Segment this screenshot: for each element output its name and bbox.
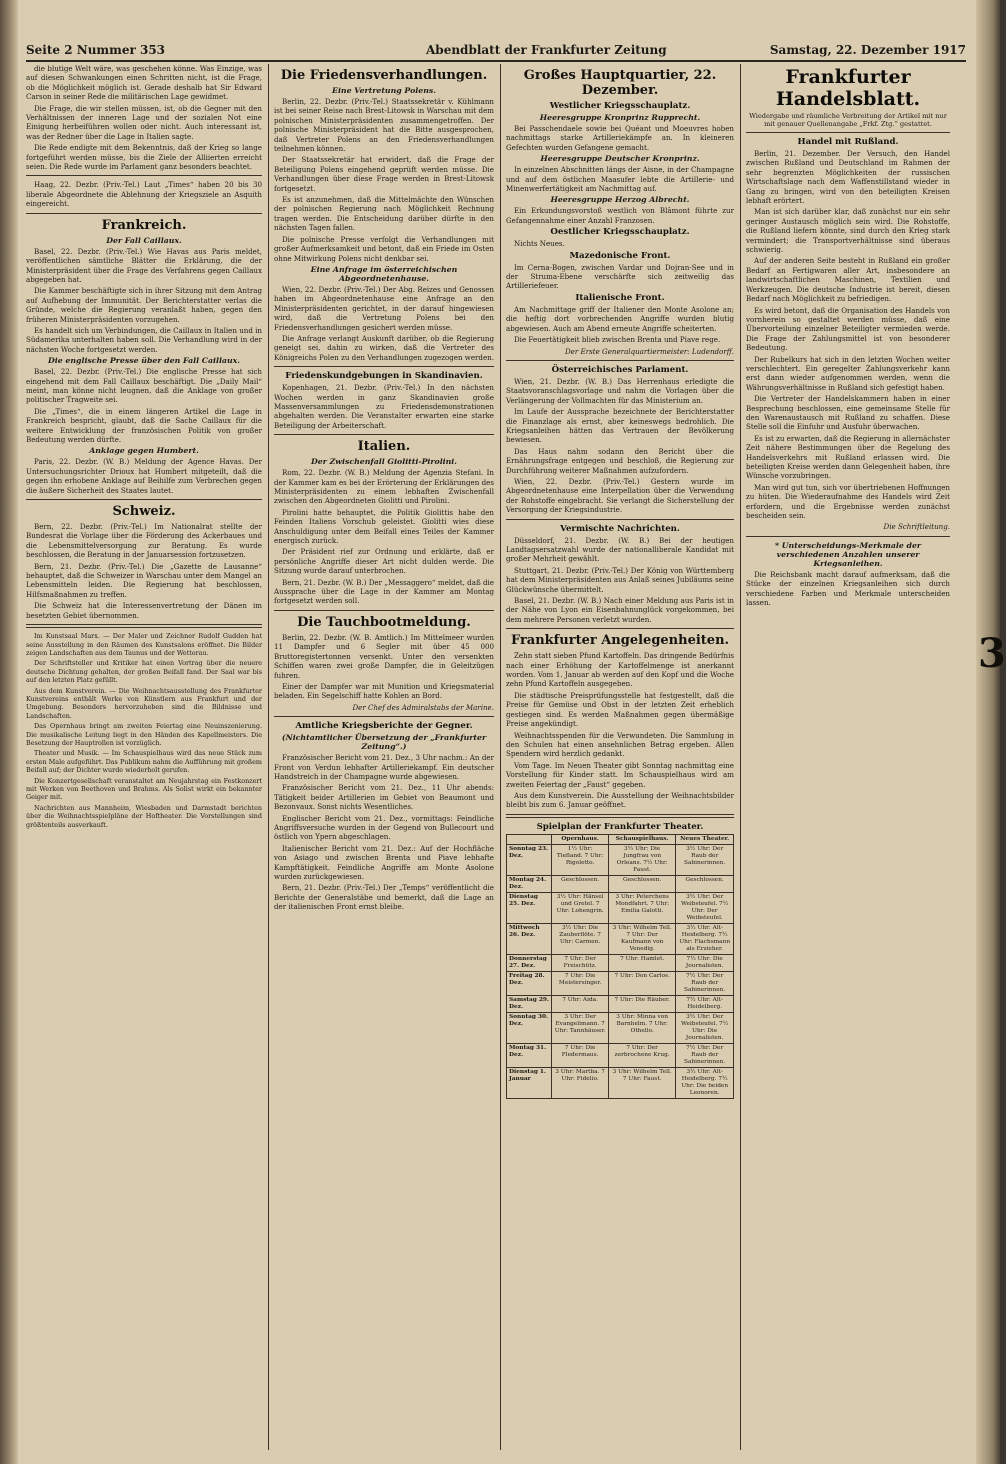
article-paragraph: Bern, 21. Dezbr. (Priv.-Tel.) Der „Temps“ veröffentlicht die Berichte der Generalstäbe und bemerkt, daß die Lage an der italienischen Front ernst bleibe.: [274, 883, 494, 912]
article-paragraph: Nichts Neues.: [514, 239, 565, 249]
table-header-cell: Opernhaus.: [552, 834, 609, 844]
schedule-day: Sonntag 30. Dez.: [507, 1012, 552, 1043]
article-paragraph: Man ist sich darüber klar, daß zunächst nur ein sehr geringer Austausch möglich sein wird. Die Rohstoffe, die Rußland liefern könnte, sind durch den Krieg stark vermindert; die Transportverhältnisse sind überaus schwierig.: [746, 207, 950, 255]
article-paragraph: In einzelnen Abschnitten längs der Aisne, in der Champagne und auf dem östlichen Maasufer lebte die Artillerie- und Minenwerfertätigkeit am Nachmittag auf.: [506, 165, 734, 194]
subheading: Oestlicher Kriegsschauplatz.: [550, 227, 690, 238]
table-header-cell: Schauspielhaus.: [609, 834, 676, 844]
schedule-cell: 3½ Uhr: Die Jungfrau von Orleans. 7½ Uhr: Faust.: [609, 844, 676, 875]
table-row: [507, 844, 734, 875]
schedule-day: Freitag 28. Dez.: [507, 971, 552, 995]
article-paragraph: Die Feuertätigkeit blieb zwischen Brenta und Piave rege.: [514, 335, 721, 345]
masthead-note: Wiedergabe und räumliche Verbreitung der Artikel mit nur mit genauer Quellenangabe „Frkf. Ztg.“ gestattet.: [749, 112, 947, 128]
schedule-cell: 3 Uhr: Wilhelm Tell. 7 Uhr: Der Kaufmann von Venedig.: [609, 923, 676, 954]
schedule-cell: 7½ Uhr: Der Raub der Sabinerinnen.: [676, 971, 734, 995]
article-paragraph: Berlin, 21. Dezember. Der Versuch, den Handel zwischen Rußland und Deutschland im Rahmen der sehr begrenzten Möglichkeiten der russischen Wirtschaftslage nach dem Waffenstillstand wieder in Gang zu bringen, wird von den beteiligten Kreisen lebhaft erörtert.: [746, 149, 950, 206]
article-paragraph: Im Laufe der Aussprache bezeichnete der Berichterstatter die Finanzlage als ernst, aber keineswegs bedrohlich. Die Kriegsanleihen hätten das Vertrauen der Bevölkerung bewiesen.: [506, 407, 734, 445]
schedule-day: Sonntag 23. Dez.: [507, 844, 552, 875]
schedule-cell: 7½ Uhr: Die Journalisten.: [676, 954, 734, 971]
table-row: [507, 875, 734, 892]
article-paragraph: Berlin, 22. Dezbr. (Priv.-Tel.) Staatssekretär v. Kühlmann ist bei seiner Reise nach Brest-Litowsk in Warschau mit dem polnischen Ministerpräsidenten zusammengetroffen. Der polnische Ministerpräsident hat die Bitte ausgesprochen, daß Vertreter Polens an den Friedensverhandlungen teilnehmen können.: [274, 97, 494, 154]
schedule-cell: 7 Uhr: Die Meistersinger.: [552, 971, 609, 995]
issue-date: Samstag, 22. Dezember 1917: [769, 43, 966, 57]
schedule-cell: 3½ Uhr: Der Weibsteufel. 7½ Uhr: Die Journalisten.: [676, 1012, 734, 1043]
column-4: [746, 64, 950, 1450]
section-heading-frieden: Die Friedensverhandlungen.: [280, 68, 488, 83]
schedule-cell: Geschlossen.: [609, 875, 676, 892]
article-paragraph: Einer der Dampfer war mit Munition und Kriegsmaterial beladen. Ein Segelschiff hatte Kohlen an Bord.: [274, 681, 494, 701]
army-group: Heeresgruppe Deutscher Kronprinz.: [540, 154, 700, 164]
note-paragraph: Nachrichten aus Mannheim, Wiesbaden und Darmstadt berichten über die Weihnachtsspielpläne der Hoftheater. Die Vorstellungen sind größtenteils ausverkauft.: [26, 803, 262, 829]
theater-schedule-body: [507, 844, 734, 1098]
subheading: Die englische Presse über den Fall Caillaux.: [48, 356, 240, 366]
table-row: [507, 954, 734, 971]
article-paragraph: Es ist anzunehmen, daß die Mittelmächte den Wünschen der polnischen Regierung nach Möglichkeit Rechnung tragen werden. Die Entscheidung darüber dürfte in den nächsten Tagen fallen.: [274, 195, 494, 233]
separator: [274, 716, 494, 717]
note-paragraph: Im Kunstsaal Marx. — Der Maler und Zeichner Rudolf Gudden hat seine Ausstellung in den Räumen des Kunstsalons eröffnet. Die Bilder zeigen Landschaften aus dem Taunus und der Wetterau.: [26, 632, 262, 657]
schedule-day: Mittwoch 26. Dez.: [507, 923, 552, 954]
schedule-cell: 7 Uhr: Der Freischütz.: [552, 954, 609, 971]
feuilleton-notes: [26, 632, 262, 829]
schedule-cell: 7 Uhr: Die Räuber.: [609, 995, 676, 1012]
theater-schedule-title: Spielplan der Frankfurter Theater.: [536, 821, 704, 832]
article-paragraph: Die Frage, die wir stellen müssen, ist, ob die Gegner mit den Verhältnissen der inneren Lage und der sozialen Not eine Einigung herbeiführen wollen oder nicht. Auch interessant ist, was der Redner über die Lage in Italien sagte.: [26, 103, 262, 141]
article-paragraph: Die Kammer beschäftigte sich in ihrer Sitzung mit dem Antrag auf Aufhebung der Immunität. Der Berichterstatter verlas die Gründe, welche die Regierung veranlaßt haben, gegen den früheren Ministerpräsidenten vorzugehen.: [26, 286, 262, 324]
separator: [746, 132, 950, 133]
schedule-cell: 7½ Uhr: Der Raub der Sabinerinnen.: [676, 1043, 734, 1067]
schedule-day: Samstag 29. Dez.: [507, 995, 552, 1012]
article-paragraph: Bern, 22. Dezbr. (Priv.-Tel.) Im Nationalrat stellte der Bundesrat die Vorlage über die Förderung des Ackerbaues und die Lebensmittelversorgung zur Beratung. Es wurde beschlossen, die Beratung in der Januarsession fortzusetzen.: [26, 522, 262, 560]
article-paragraph: Der Präsident rief zur Ordnung und erklärte, daß er persönliche Angriffe dieser Art nicht dulden werde. Die Sitzung wurde darauf unterbrochen.: [274, 547, 494, 576]
schedule-day: Dienstag 25. Dez.: [507, 892, 552, 923]
news-note: Haag, 22. Dezbr. (Priv.-Tel.) Laut „Times“ haben 20 bis 30 liberale Abgeordnete die Ablehnung der Kriegsziele an Asquith eingereicht.: [26, 180, 262, 209]
schedule-cell: 3½ Uhr: Der Raub der Sabinerinnen.: [676, 844, 734, 875]
table-row: [507, 1012, 734, 1043]
article-paragraph: Bern, 21. Dezbr. (W. B.) Der „Messaggero“ meldet, daß die Aussprache über die Lage in der Kammer am Montag fortgesetzt werden soll.: [274, 577, 494, 606]
article-paragraph: Wien, 22. Dezbr. (Priv.-Tel.) Gestern wurde im Abgeordnetenhause eine Interpellation über die Verwendung der Rohstoffe eingebracht. Sie verlangt die Sicherstellung der Versorgung der Kriegsindustrie.: [506, 476, 734, 515]
note-paragraph: Der Schriftsteller und Kritiker hat einen Vortrag über die neuere deutsche Dichtung gehalten, der großen Beifall fand. Der Saal war bis auf den letzten Platz gefüllt.: [26, 659, 262, 685]
article-paragraph: Bern, 21. Dezbr. (Priv.-Tel.) Die „Gazette de Lausanne“ behauptet, daß die Schweizer in Warschau unter dem Mangel an Lebensmitteln leiden. Die Regierung hat beschlossen, Hilfsmaßnahmen zu treffen.: [26, 561, 262, 599]
separator: [506, 628, 734, 629]
subheading: Eine Anfrage im österreichischen Abgeordnetenhause.: [310, 264, 458, 283]
column-rule: [500, 64, 501, 1450]
article-paragraph: Englischer Bericht vom 21. Dez., vormittags: Feindliche Angriffsversuche wurden in der Gegend von Bullecourt und östlich von Ypern abgeschlagen.: [274, 813, 494, 842]
article-paragraph: Berlin, 22. Dezbr. (W. B. Amtlich.) Im Mittelmeer wurden 11 Dampfer und 6 Segler mit über 45 000 Bruttoregistertonnen versenkt. Unter den versenkten Schiffen waren zwei große Dampfer, die in Geleitzügen fuhren.: [274, 632, 494, 680]
schedule-cell: 3½ Uhr: Die Zauberflöte. 7 Uhr: Carmen.: [552, 923, 609, 954]
section-heading-tauchboot: Die Tauchbootmeldung.: [297, 614, 471, 630]
section-heading-vermischte: Vermischte Nachrichten.: [560, 523, 680, 534]
article-paragraph: Vom Tage. Im Neuen Theater gibt Sonntag nachmittag eine Vorstellung für Kinder statt. Im Schauspielhaus wird am zweiten Feiertag der „Faust“ gegeben.: [506, 760, 734, 789]
article-paragraph: Italienischer Bericht vom 21. Dez.: Auf der Hochfläche von Asiago und zwischen Brenta und Piave lebhafte Kampftätigkeit. Feindliche Angriffe am Monte Asolone wurden zurückgewiesen.: [274, 843, 494, 881]
theater-schedule-table: [506, 834, 734, 1099]
subheading: Westlicher Kriegsschauplatz.: [549, 101, 691, 111]
section-heading-angelegenheiten: Frankfurter Angelegenheiten.: [510, 633, 730, 649]
article-paragraph: Es ist zu erwarten, daß die Regierung in allernächster Zeit nähere Bestimmungen über die Regelung des Handelsverkehrs mit Rußland erlassen wird. Die beteiligten Kreise werden dann Gelegenheit haben, ihre Wünsche vorzubringen.: [746, 433, 950, 481]
article-paragraph: Aus dem Kunstverein. Die Ausstellung der Weihnachtsbilder bleibt bis zum 6. Januar geöffnet.: [506, 790, 734, 810]
separator: [746, 536, 950, 537]
schedule-day: Donnerstag 27. Dez.: [507, 954, 552, 971]
article-paragraph: Pirolini hatte behauptet, die Politik Giolittis habe den Feinden Italiens Vorschub geleistet. Giolitti wies diese Anschuldigung unter dem Beifall eines Teiles der Kammer energisch zurück.: [274, 507, 494, 546]
article-paragraph: Auf der anderen Seite besteht in Rußland ein großer Bedarf an Fertigwaren aller Art, insbesondere an landwirtschaftlichen Maschinen, Textilien und Werkzeugen. Die deutsche Industrie ist bereit, diesen Bedarf nach Möglichkeit zu befriedigen.: [746, 256, 950, 304]
adjacent-page-fragment: 3: [978, 630, 1006, 677]
handelsblatt-masthead: Frankfurter Handelsblatt.: [775, 66, 921, 110]
article-paragraph: Weihnachtsspenden für die Verwundeten. Die Sammlung in den Schulen hat einen ansehnlichen Betrag ergeben. Allen Spendern wird herzlich gedankt.: [506, 730, 734, 759]
page-header: [26, 42, 966, 62]
army-group: Heeresgruppe Herzog Albrecht.: [550, 195, 690, 205]
note-paragraph: Aus dem Kunstverein. — Die Weihnachtsausstellung des Frankfurter Kunstvereins enthält Werke von Künstlern aus Frankfurt und der Umgebung. Besonders hervorzuheben sind die Bildnisse und Landschaften.: [26, 686, 262, 720]
page-binding: [0, 0, 18, 1464]
article-paragraph: Die Reichsbank macht darauf aufmerksam, daß die Stücke der einzelnen Kriegsanleihen sich durch verschiedene Farben und Merkmale unterscheiden lassen.: [746, 569, 950, 608]
article-paragraph: Basel, 21. Dezbr. (W. B.) Nach einer Meldung aus Paris ist in der Nähe von Lyon ein Eisenbahnunglück vorgekommen, bei dem mehrere Personen verletzt wurden.: [506, 596, 734, 624]
article-paragraph: Stuttgart, 21. Dezbr. (Priv.-Tel.) Der König von Württemberg hat dem Ministerpräsidenten aus Anlaß seines Jubiläums seine Glückwünsche übermittelt.: [506, 565, 734, 594]
section-heading-handel: Handel mit Rußland.: [797, 137, 899, 147]
separator: [26, 175, 262, 176]
schedule-cell: 3½ Uhr: Der Weibsteufel. 7½ Uhr: Der Weibsteufel.: [676, 892, 734, 923]
schedule-cell: 7½ Uhr: Alt-Heidelberg.: [676, 995, 734, 1012]
separator: [26, 213, 262, 214]
schedule-cell: Geschlossen.: [676, 875, 734, 892]
article-paragraph: Basel, 22. Dezbr. (Priv.-Tel.) Wie Havas aus Paris meldet, veröffentlichen sämtliche Blätter die Erklärung, die der Ministerpräsident über die Frage des Verfahrens gegen Caillaux abgegeben hat.: [26, 246, 262, 284]
note-paragraph: Theater und Musik. — Im Schauspielhaus wird das neue Stück zum ersten Male aufgeführt. Das Publikum nahm die Aufführung mit großem Beifall auf; der Dichter wurde wiederholt gerufen.: [26, 749, 262, 775]
article-paragraph: Basel, 22. Dezbr. (Priv.-Tel.) Die englische Presse hat sich eingehend mit dem Fall Caillaux beschäftigt. Die „Daily Mail“ meint, man könne nicht leugnen, daß die Anklage von großer politischer Tragweite sei.: [26, 367, 262, 405]
signature: Die Schriftleitung.: [883, 522, 950, 532]
schedule-cell: 3 Uhr: Peterchens Mondfahrt. 7 Uhr: Emilia Galotti.: [609, 892, 676, 923]
section-heading-schweiz: Schweiz.: [112, 504, 176, 520]
schedule-cell: 7 Uhr: Hamlet.: [609, 954, 676, 971]
schedule-cell: 3 Uhr: Minna von Barnhelm. 7 Uhr: Othello.: [609, 1012, 676, 1043]
article-paragraph: Rom, 22. Dezbr. (W. B.) Meldung der Agenzia Stefani. In der Kammer kam es bei der Erörterung der Erklärungen des Ministerpräsidenten zu einem lebhaften Zwischenfall zwischen den Abgeordneten Giolitti und Pirolini.: [274, 468, 494, 506]
subheading: Anklage gegen Humbert.: [89, 446, 199, 456]
section-heading-hauptquartier: Großes Hauptquartier, 22. Dezember.: [523, 68, 717, 98]
article-paragraph: Die „Times“, die in einem längeren Artikel die Lage in Frankreich bespricht, glaubt, daß die Sache Caillaux für die weitere Entwicklung der französischen Politik von großer Bedeutung werden dürfte.: [26, 406, 262, 444]
schedule-cell: 7 Uhr: Aida.: [552, 995, 609, 1012]
article-paragraph: Am Nachmittage griff der Italiener den Monte Asolone an; die heftig dort vorbrechenden Angriffe wurden blutig abgewiesen. Auch am Abend erneute Angriffe scheiterten.: [506, 304, 734, 333]
schedule-cell: 7 Uhr: Die Fledermaus.: [552, 1043, 609, 1067]
newspaper-name: Abendblatt der Frankfurter Zeitung: [426, 43, 667, 57]
article-paragraph: Die städtische Preisprüfungsstelle hat festgestellt, daß die Preise für Gemüse und Obst in der letzten Zeit erheblich gestiegen sind. Es werden Maßnahmen gegen übermäßige Preise angekündigt.: [506, 690, 734, 729]
subheading: Eine Vertretung Polens.: [332, 86, 436, 95]
article-paragraph: Im Cerna-Bogen, zwischen Vardar und Dojran-See und in der Struma-Ebene verschärfte sich zeitweilig das Artilleriefeuer.: [506, 262, 734, 291]
article-paragraph: Wien, 21. Dezbr. (W. B.) Das Herrenhaus erledigte die Staatsvoranschlagsvorlage und nahm die Vorlagen über die Verlängerung der Vollmachten für das Ministerium an.: [506, 376, 734, 405]
article-paragraph: Die Schweiz hat die Interessenvertretung der Dänen im besetzten Gebiet übernommen.: [26, 601, 262, 620]
schedule-cell: 7 Uhr: Don Carlos.: [609, 971, 676, 995]
separator: [274, 366, 494, 367]
signature: Der Chef des Admiralstabs der Marine.: [352, 702, 494, 712]
subheading: (Nichtamtlicher Übersetzung der „Frankfurter Zeitung“.): [281, 733, 487, 752]
subheading: * Unterscheidungs-Merkmale der verschiedenen Anzahlen unserer Kriegsanleihen.: [774, 540, 922, 568]
feuilleton-separator: [26, 624, 262, 628]
table-row: [507, 892, 734, 923]
separator: [506, 519, 734, 520]
section-heading-amtlich: Amtliche Kriegsberichte der Gegner.: [295, 721, 473, 732]
article-paragraph: Bei Passchendaele sowie bei Quéant und Moeuvres hoben nachmittags starke Artilleriekämpfe an. In kleineren Gefechten wurden Gefangene gemacht.: [506, 124, 734, 152]
schedule-cell: 3½ Uhr: Alt-Heidelberg. 7½ Uhr: Die beiden Leonoren.: [676, 1067, 734, 1098]
schedule-cell: 3½ Uhr: Alt-Heidelberg. 7½ Uhr: Flachsmann als Erzieher.: [676, 923, 734, 954]
article-paragraph: Französischer Bericht vom 21. Dez., 11 Uhr abends: Tätigkeit beider Artillerien im Gebiet von Beaumont und Bezonvaux. Sonst nichts Wesentliches.: [274, 783, 494, 812]
section-heading-italien: Italien.: [357, 439, 411, 455]
article-paragraph: Zehn statt sieben Pfund Kartoffeln. Das dringende Bedürfnis nach einer Erhöhung der Kartoffelmenge ist anerkannt worden. Vom 1. Januar ab werden auf den Kopf und die Woche zehn Pfund Kartoffeln ausgegeben.: [506, 651, 734, 689]
signature: Der Erste Generalquartiermeister: Ludendorff.: [565, 346, 734, 356]
article-paragraph: Die polnische Presse verfolgt die Verhandlungen mit großer Aufmerksamkeit und betont, daß ein Friede im Osten ohne Mitwirkung Polens nicht denkbar sei.: [274, 234, 494, 263]
separator: [506, 360, 734, 361]
article-paragraph: Es handelt sich um Verbindungen, die Caillaux in Italien und in Südamerika unterhalten haben soll. Die Verhandlung wird in der nächsten Woche fortgesetzt werden.: [26, 325, 262, 354]
article-paragraph: Der Staatssekretär hat erwidert, daß die Frage der Beteiligung Polens eingehend geprüft werden müsse. Die Verhandlungen über diese Frage werden in Brest-Litowsk fortgesetzt.: [274, 155, 494, 193]
article-paragraph: Düsseldorf, 21. Dezbr. (W. B.) Bei der heutigen Landtagsersatzwahl wurde der nationalliberale Kandidat mit großer Mehrheit gewählt.: [506, 535, 734, 564]
table-row: [507, 995, 734, 1012]
schedule-cell: 1½ Uhr: Tiefland. 7 Uhr: Rigoletto.: [552, 844, 609, 875]
table-header-cell: Neues Theater.: [676, 834, 734, 844]
schedule-cell: Geschlossen.: [552, 875, 609, 892]
schedule-cell: 7 Uhr: Der zerbrochene Krug.: [609, 1043, 676, 1067]
article-paragraph: Ein Erkundungsvorstoß westlich von Blâmont führte zur Gefangennahme einer Anzahl Franzosen.: [506, 206, 734, 225]
schedule-day: Dienstag 1. Januar: [507, 1067, 552, 1098]
table-row: [507, 1067, 734, 1098]
page-number: Seite 2 Nummer 353: [26, 43, 166, 57]
subheading: Italienische Front.: [575, 292, 665, 303]
article-paragraph: Es wird betont, daß die Organisation des Handels von vornherein so gestaltet werden müsse, daß eine Übervorteilung einzelner Beteiligter vermieden werde. Die Frage der Zahlungsmittel ist von besonderer Bedeutung.: [746, 305, 950, 353]
column-rule: [740, 64, 741, 1450]
table-row: [507, 1043, 734, 1067]
table-header-row: [507, 834, 734, 844]
column-2: [274, 64, 494, 1450]
schedule-day: Montag 24. Dez.: [507, 875, 552, 892]
section-heading-skandinavien: Friedenskundgebungen in Skandinavien.: [285, 371, 483, 382]
column-rule: [268, 64, 269, 1450]
table-header-cell: [507, 834, 552, 844]
article-paragraph: Kopenhagen, 21. Dezbr. (Priv.-Tel.) In den nächsten Wochen werden in ganz Skandinavien große Massenversammlungen zu Friedensdemonstrationen abgehalten werden. Die Veranstalter erwarten eine starke Beteiligung der Arbeiterschaft.: [274, 383, 494, 430]
article-paragraph: Die Vertreter der Handelskammern haben in einer Besprechung beschlossen, eine gemeinsame Stelle für den Warenaustausch mit Rußland zu schaffen. Diese Stelle soll die Einfuhr und Ausfuhr überwachen.: [746, 394, 950, 432]
subheading: Der Fall Caillaux.: [106, 235, 182, 245]
note-paragraph: Das Opernhaus bringt am zweiten Feiertag eine Neuinszenierung. Die musikalische Leitung liegt in den Händen des Kapellmeisters. Die Besetzung der Hauptrollen ist vorzüglich.: [26, 722, 262, 747]
section-heading-frankreich: Frankreich.: [101, 217, 187, 233]
article-paragraph: Paris, 22. Dezbr. (W. B.) Meldung der Agence Havas. Der Untersuchungsrichter Drioux hat Humbert mitgeteilt, daß die gegen ihn erhobene Anklage auf Beihilfe zum Verbrechen gegen die äußere Sicherheit des Staates lautet.: [26, 457, 262, 495]
article-paragraph: Die Anfrage verlangt Auskunft darüber, ob die Regierung geneigt sei, dahin zu wirken, daß die Vertreter des Königreichs Polen zu den Verhandlungen zugezogen werden.: [274, 333, 494, 362]
schedule-cell: 3 Uhr: Wilhelm Tell. 7 Uhr: Faust.: [609, 1067, 676, 1098]
subheading: Der Zwischenfall Giolitti-Pirolini.: [311, 457, 457, 467]
column-1: [26, 64, 262, 1450]
article-paragraph: Die Rede endigte mit dem Bekenntnis, daß der Krieg so lange fortgeführt werden müsse, bis die Ziele der Alliierten erreicht seien. Die Rede wurde im Parlament ganz besonders beachtet.: [26, 143, 262, 172]
schedule-day: Montag 31. Dez.: [507, 1043, 552, 1067]
article-paragraph: Das Haus nahm sodann den Bericht über die Ernährungsfrage entgegen und beschloß, die Regierung zur Durchführung weiterer Maßnahmen aufzufordern.: [506, 446, 734, 475]
note-paragraph: Die Konzertgesellschaft veranstaltet am Neujahrstag ein Festkonzert mit Werken von Beethoven und Brahms. Als Solist wirkt ein bekannter Geiger mit.: [26, 776, 262, 802]
separator: [26, 499, 262, 500]
subheading: Mazedonische Front.: [569, 250, 671, 261]
article-paragraph: Wien, 22. Dezbr. (Priv.-Tel.) Der Abg. Reizes und Genossen haben im Abgeordnetenhause eine Anfrage an den Ministerpräsidenten gerichtet, in der darauf hingewiesen wird, daß die Vertretung Polens bei den Friedensverhandlungen gesichert werden müsse.: [274, 284, 494, 332]
schedule-cell: 3½ Uhr: Hänsel und Gretel. 7 Uhr: Lohengrin.: [552, 892, 609, 923]
column-3: [506, 64, 734, 1450]
article-paragraph: Man wird gut tun, sich vor übertriebenen Hoffnungen zu hüten. Die Wiederaufnahme des Handels wird Zeit erfordern, und die Ergebnisse werden zunächst bescheiden sein.: [746, 482, 950, 521]
separator: [274, 610, 494, 611]
schedule-cell: 3 Uhr: Der Evangelimann. 7 Uhr: Tannhäuser.: [552, 1012, 609, 1043]
article-paragraph: Französischer Bericht vom 21. Dez., 3 Uhr nachm.: An der Front von Verdun lebhafter Artilleriekampf. Ein deutscher Handstreich in der Champagne wurde abgewiesen.: [274, 753, 494, 781]
separator: [506, 814, 734, 818]
section-heading-parlament: Österreichisches Parlament.: [551, 364, 689, 375]
article-paragraph: die blutige Welt wäre, was geschehen könne. Was Einzige, was auf diesen Schwankungen einen Schritten nicht, ist die Frage, ob die Möglichkeit möglich ist. Gerade deshalb hat Sir Edward Carson in seiner Rede die militärischen Lage gewidmet.: [26, 64, 262, 102]
army-group: Heeresgruppe Kronprinz Rupprecht.: [539, 113, 701, 122]
article-paragraph: Der Rubelkurs hat sich in den letzten Wochen weiter verschlechtert. Ein geregelter Zahlungsverkehr kann erst dann wieder aufgenommen werden, wenn die Währungsverhältnisse in Rußland sich gefestigt haben.: [746, 354, 950, 392]
separator: [274, 434, 494, 435]
table-row: [507, 923, 734, 954]
table-row: [507, 971, 734, 995]
schedule-cell: 3 Uhr: Martha. 7 Uhr: Fidelio.: [552, 1067, 609, 1098]
